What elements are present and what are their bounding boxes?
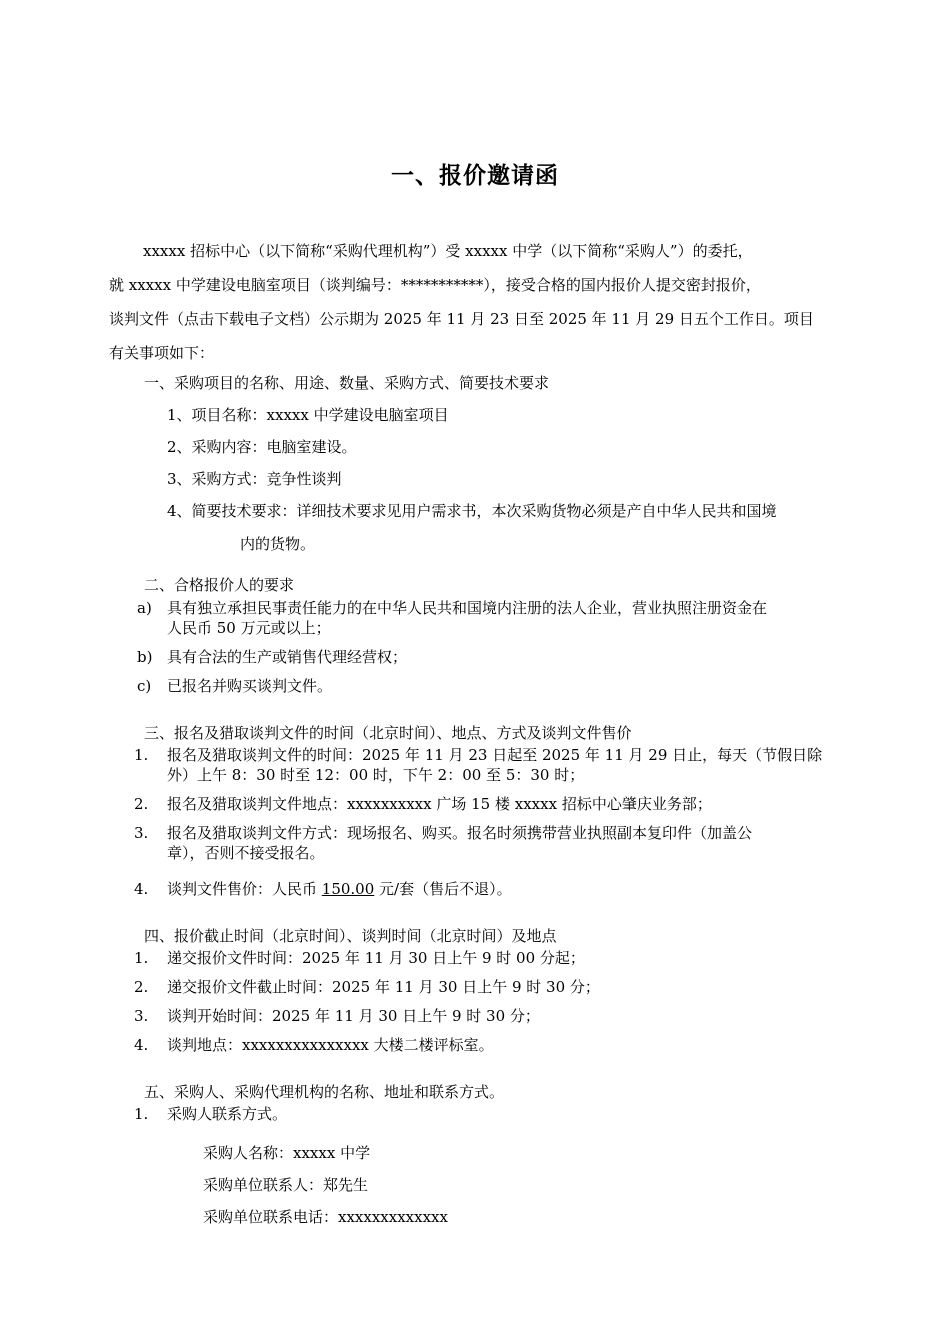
contact-line: 采购单位联系电话：xxxxxxxxxxxxx: [203, 1208, 448, 1226]
list-marker: c): [137, 677, 152, 695]
section2-heading: 二、合格报价人的要求: [144, 576, 295, 594]
section2-item-continuation: 人民币 50 万元或以上；: [167, 619, 331, 637]
list-marker: a): [137, 599, 152, 617]
section3-item-price: [167, 878, 512, 900]
section3-item: 报名及猎取谈判文件地点：xxxxxxxxxx 广场 15 楼 xxxxx 招标中心肇庆业务部；: [167, 795, 712, 813]
section1-item: 3、采购方式：竞争性谈判: [167, 470, 342, 488]
intro-line: xxxxx 招标中心（以下简称“采购代理机构”）受 xxxxx 中学（以下简称“采购人”）的委托，: [143, 242, 753, 260]
section1-item: 1、项目名称：xxxxx 中学建设电脑室项目: [167, 406, 449, 424]
section1-item-continuation: 内的货物。: [240, 535, 316, 553]
list-marker: 2.: [134, 978, 149, 996]
section4-item: 谈判地点：xxxxxxxxxxxxxxx 大楼二楼评标室。: [167, 1036, 494, 1054]
price-prefix: 谈判文件售价：人民币: [167, 880, 322, 898]
section3-item: 报名及猎取谈判文件方式：现场报名、购买。报名时须携带营业执照副本复印件（加盖公: [167, 824, 753, 842]
contact-line: 采购单位联系人：郑先生: [203, 1176, 369, 1194]
section2-item: 具有独立承担民事责任能力的在中华人民共和国境内注册的法人企业，营业执照注册资金在: [167, 599, 768, 617]
section5-heading: 五、采购人、采购代理机构的名称、地址和联系方式。: [144, 1083, 505, 1101]
list-marker: 1.: [134, 1105, 149, 1123]
section1-item: 2、采购内容：电脑室建设。: [167, 438, 357, 456]
price-suffix: 元/套（售后不退）。: [374, 880, 512, 898]
section4-item: 递交报价文件时间：2025 年 11 月 30 日上午 9 时 00 分起；: [167, 949, 585, 967]
section5-item: 采购人联系方式。: [167, 1105, 288, 1123]
section3-item-continuation: 外）上午 8：30 时至 12：00 时，下午 2：00 至 5：30 时；: [167, 766, 585, 784]
section4-heading: 四、报价截止时间（北京时间）、谈判时间（北京时间）及地点: [144, 927, 557, 945]
list-marker: 3.: [134, 1007, 149, 1025]
list-marker: 1.: [134, 746, 149, 764]
section2-item: 已报名并购买谈判文件。: [167, 677, 333, 695]
list-marker: 2.: [134, 795, 149, 813]
list-marker: 4.: [134, 880, 149, 898]
list-marker: 1.: [134, 949, 149, 967]
intro-paragraph: [109, 234, 849, 370]
contact-line: 采购人名称：xxxxx 中学: [203, 1144, 371, 1162]
section4-item: 递交报价文件截止时间：2025 年 11 月 30 日上午 9 时 30 分；: [167, 978, 600, 996]
intro-line: 谈判文件（点击下载电子文档）公示期为 2025 年 11 月 23 日至 2025 年 11 月 29 日五个工作日。项目: [109, 310, 814, 328]
list-marker: 3.: [134, 824, 149, 842]
section3-item: 报名及猎取谈判文件的时间：2025 年 11 月 23 日起至 2025 年 11 月 29 日止，每天（节假日除: [167, 746, 823, 764]
section1-heading: 一、采购项目的名称、用途、数量、采购方式、简要技术要求: [144, 374, 550, 392]
intro-line: 有关事项如下：: [109, 344, 215, 362]
section4-item: 谈判开始时间：2025 年 11 月 30 日上午 9 时 30 分；: [167, 1007, 540, 1025]
section2-item: 具有合法的生产或销售代理经营权；: [167, 648, 408, 666]
list-marker: 4.: [134, 1036, 149, 1054]
section1-item: 4、简要技术要求：详细技术要求见用户需求书，本次采购货物必须是产自中华人民共和国境: [167, 502, 777, 520]
section3-heading: 三、报名及猎取谈判文件的时间（北京时间）、地点、方式及谈判文件售价: [144, 724, 632, 742]
list-marker: b): [137, 648, 153, 666]
document-title: 一、报价邀请函: [391, 163, 559, 189]
intro-line: 就 xxxxx 中学建设电脑室项目（谈判编号：***********），接受合格的国内报价人提交密封报价，: [109, 276, 761, 294]
price-value: 150.00: [321, 880, 375, 898]
section3-item-continuation: 章），否则不接受报名。: [167, 844, 325, 862]
